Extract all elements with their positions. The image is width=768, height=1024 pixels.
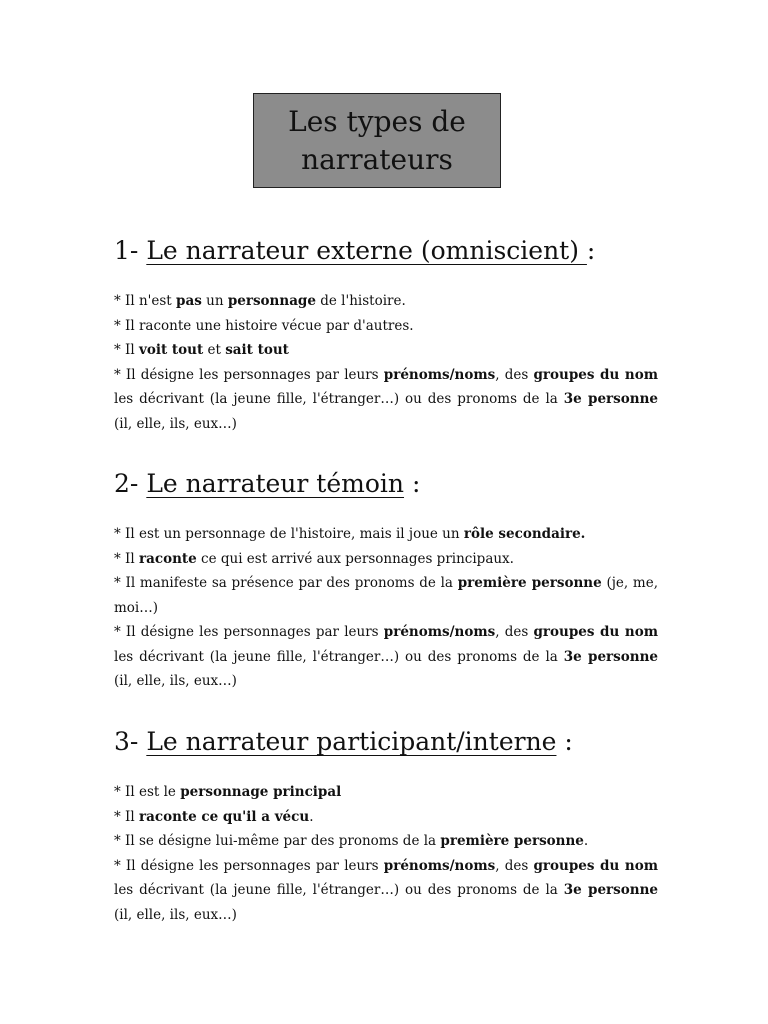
bullet-bold-text: prénoms/noms <box>383 857 496 874</box>
bullet-bold-text: groupes du nom <box>533 366 659 383</box>
title-line-1: Les types de <box>288 104 466 138</box>
bullet-item <box>114 522 658 547</box>
title-line-2: narrateurs <box>301 142 453 176</box>
section-narrateur-temoin <box>114 467 658 694</box>
section-title: Le narrateur témoin <box>146 469 405 498</box>
bullet-list <box>114 289 658 436</box>
bullet-text: (il, elle, ils, eux…) <box>114 906 237 923</box>
bullet-item <box>114 338 658 363</box>
section-heading <box>114 234 658 268</box>
section-colon: : <box>404 469 421 498</box>
section-narrateur-externe <box>114 234 658 436</box>
bullet-text: les décrivant (la jeune fille, l'étranger…) ou des pronoms de la <box>114 648 564 665</box>
section-number: 1- <box>114 236 147 265</box>
bullet-text: , des <box>495 624 534 640</box>
section-number: 3- <box>114 727 147 756</box>
bullet-item <box>114 780 658 805</box>
section-colon: : <box>556 727 573 756</box>
bullet-text: * Il est un personnage de l'histoire, mais il joue un <box>114 526 464 542</box>
bullet-text: (il, elle, ils, eux…) <box>114 415 237 432</box>
bullet-text: de l'histoire. <box>315 293 406 309</box>
bullet-bold-text: personnage principal <box>180 784 342 800</box>
bullet-text: * Il est le <box>114 784 181 800</box>
bullet-item <box>114 854 658 928</box>
bullet-item <box>114 314 658 339</box>
bullet-text: (il, elle, ils, eux…) <box>114 673 237 689</box>
bullet-text: les décrivant (la jeune fille, l'étranger…) ou des pronoms de la <box>114 391 564 407</box>
section-heading <box>114 725 658 759</box>
bullet-bold-text: groupes du nom <box>533 624 659 640</box>
bullet-text: , des <box>495 857 534 874</box>
bullet-bold-text: prénoms/noms <box>383 366 496 383</box>
bullet-item <box>114 547 658 572</box>
bullet-text: (je, me, moi…) <box>114 575 659 616</box>
bullet-bold-text: prénoms/noms <box>383 624 496 640</box>
bullet-text: * Il raconte une histoire vécue par d'autres. <box>114 317 414 334</box>
bullet-item <box>114 805 658 830</box>
section-title: Le narrateur participant/interne <box>146 727 557 756</box>
bullet-bold-text: voit tout <box>138 342 204 358</box>
document-title <box>288 103 466 179</box>
title-box <box>253 93 501 188</box>
section-title: Le narrateur externe (omniscient) <box>146 236 587 265</box>
bullet-text: * Il se désigne lui-même par des pronoms de la <box>114 833 441 849</box>
bullet-item <box>114 289 658 314</box>
bullet-text: * Il <box>114 550 139 567</box>
bullet-text: les décrivant (la jeune fille, l'étranger…) ou des pronoms de la <box>114 882 564 898</box>
bullet-text: * Il désigne les personnages par leurs <box>114 624 384 640</box>
bullet-item <box>114 620 658 694</box>
bullet-item <box>114 829 658 854</box>
bullet-item <box>114 363 658 437</box>
bullet-text: ce qui est arrivé aux personnages principaux. <box>196 550 514 567</box>
bullet-bold-text: rôle secondaire. <box>463 526 586 542</box>
bullet-text: * Il <box>114 808 139 825</box>
bullet-bold-text: 3e personne <box>563 648 658 665</box>
bullet-bold-text: pas <box>176 293 202 309</box>
bullet-bold-text: raconte <box>138 550 197 567</box>
bullet-text: * Il désigne les personnages par leurs <box>114 857 384 874</box>
section-number: 2- <box>114 469 147 498</box>
bullet-bold-text: première personne <box>457 575 602 591</box>
bullet-text: . <box>583 833 589 849</box>
bullet-text: et <box>203 342 226 358</box>
bullet-bold-text: 3e personne <box>563 391 658 407</box>
bullet-bold-text: groupes du nom <box>533 857 659 874</box>
section-narrateur-participant <box>114 725 658 927</box>
bullet-bold-text: première personne <box>440 833 584 849</box>
bullet-item <box>114 571 658 620</box>
bullet-bold-text: 3e personne <box>563 882 658 898</box>
bullet-bold-text: raconte ce qu'il a vécu <box>138 808 310 825</box>
bullet-list <box>114 780 658 927</box>
bullet-text: . <box>309 808 314 825</box>
section-heading <box>114 467 658 501</box>
bullet-bold-text: personnage <box>227 293 316 309</box>
section-colon: : <box>586 236 596 265</box>
bullet-list <box>114 522 658 694</box>
bullet-text: , des <box>495 366 534 383</box>
bullet-bold-text: sait tout <box>225 342 289 358</box>
bullet-text: un <box>201 293 228 309</box>
bullet-text: * Il désigne les personnages par leurs <box>114 366 384 383</box>
bullet-text: * Il <box>114 342 139 358</box>
bullet-text: * Il manifeste sa présence par des pronoms de la <box>114 575 458 591</box>
bullet-text: * Il n'est <box>114 293 177 309</box>
